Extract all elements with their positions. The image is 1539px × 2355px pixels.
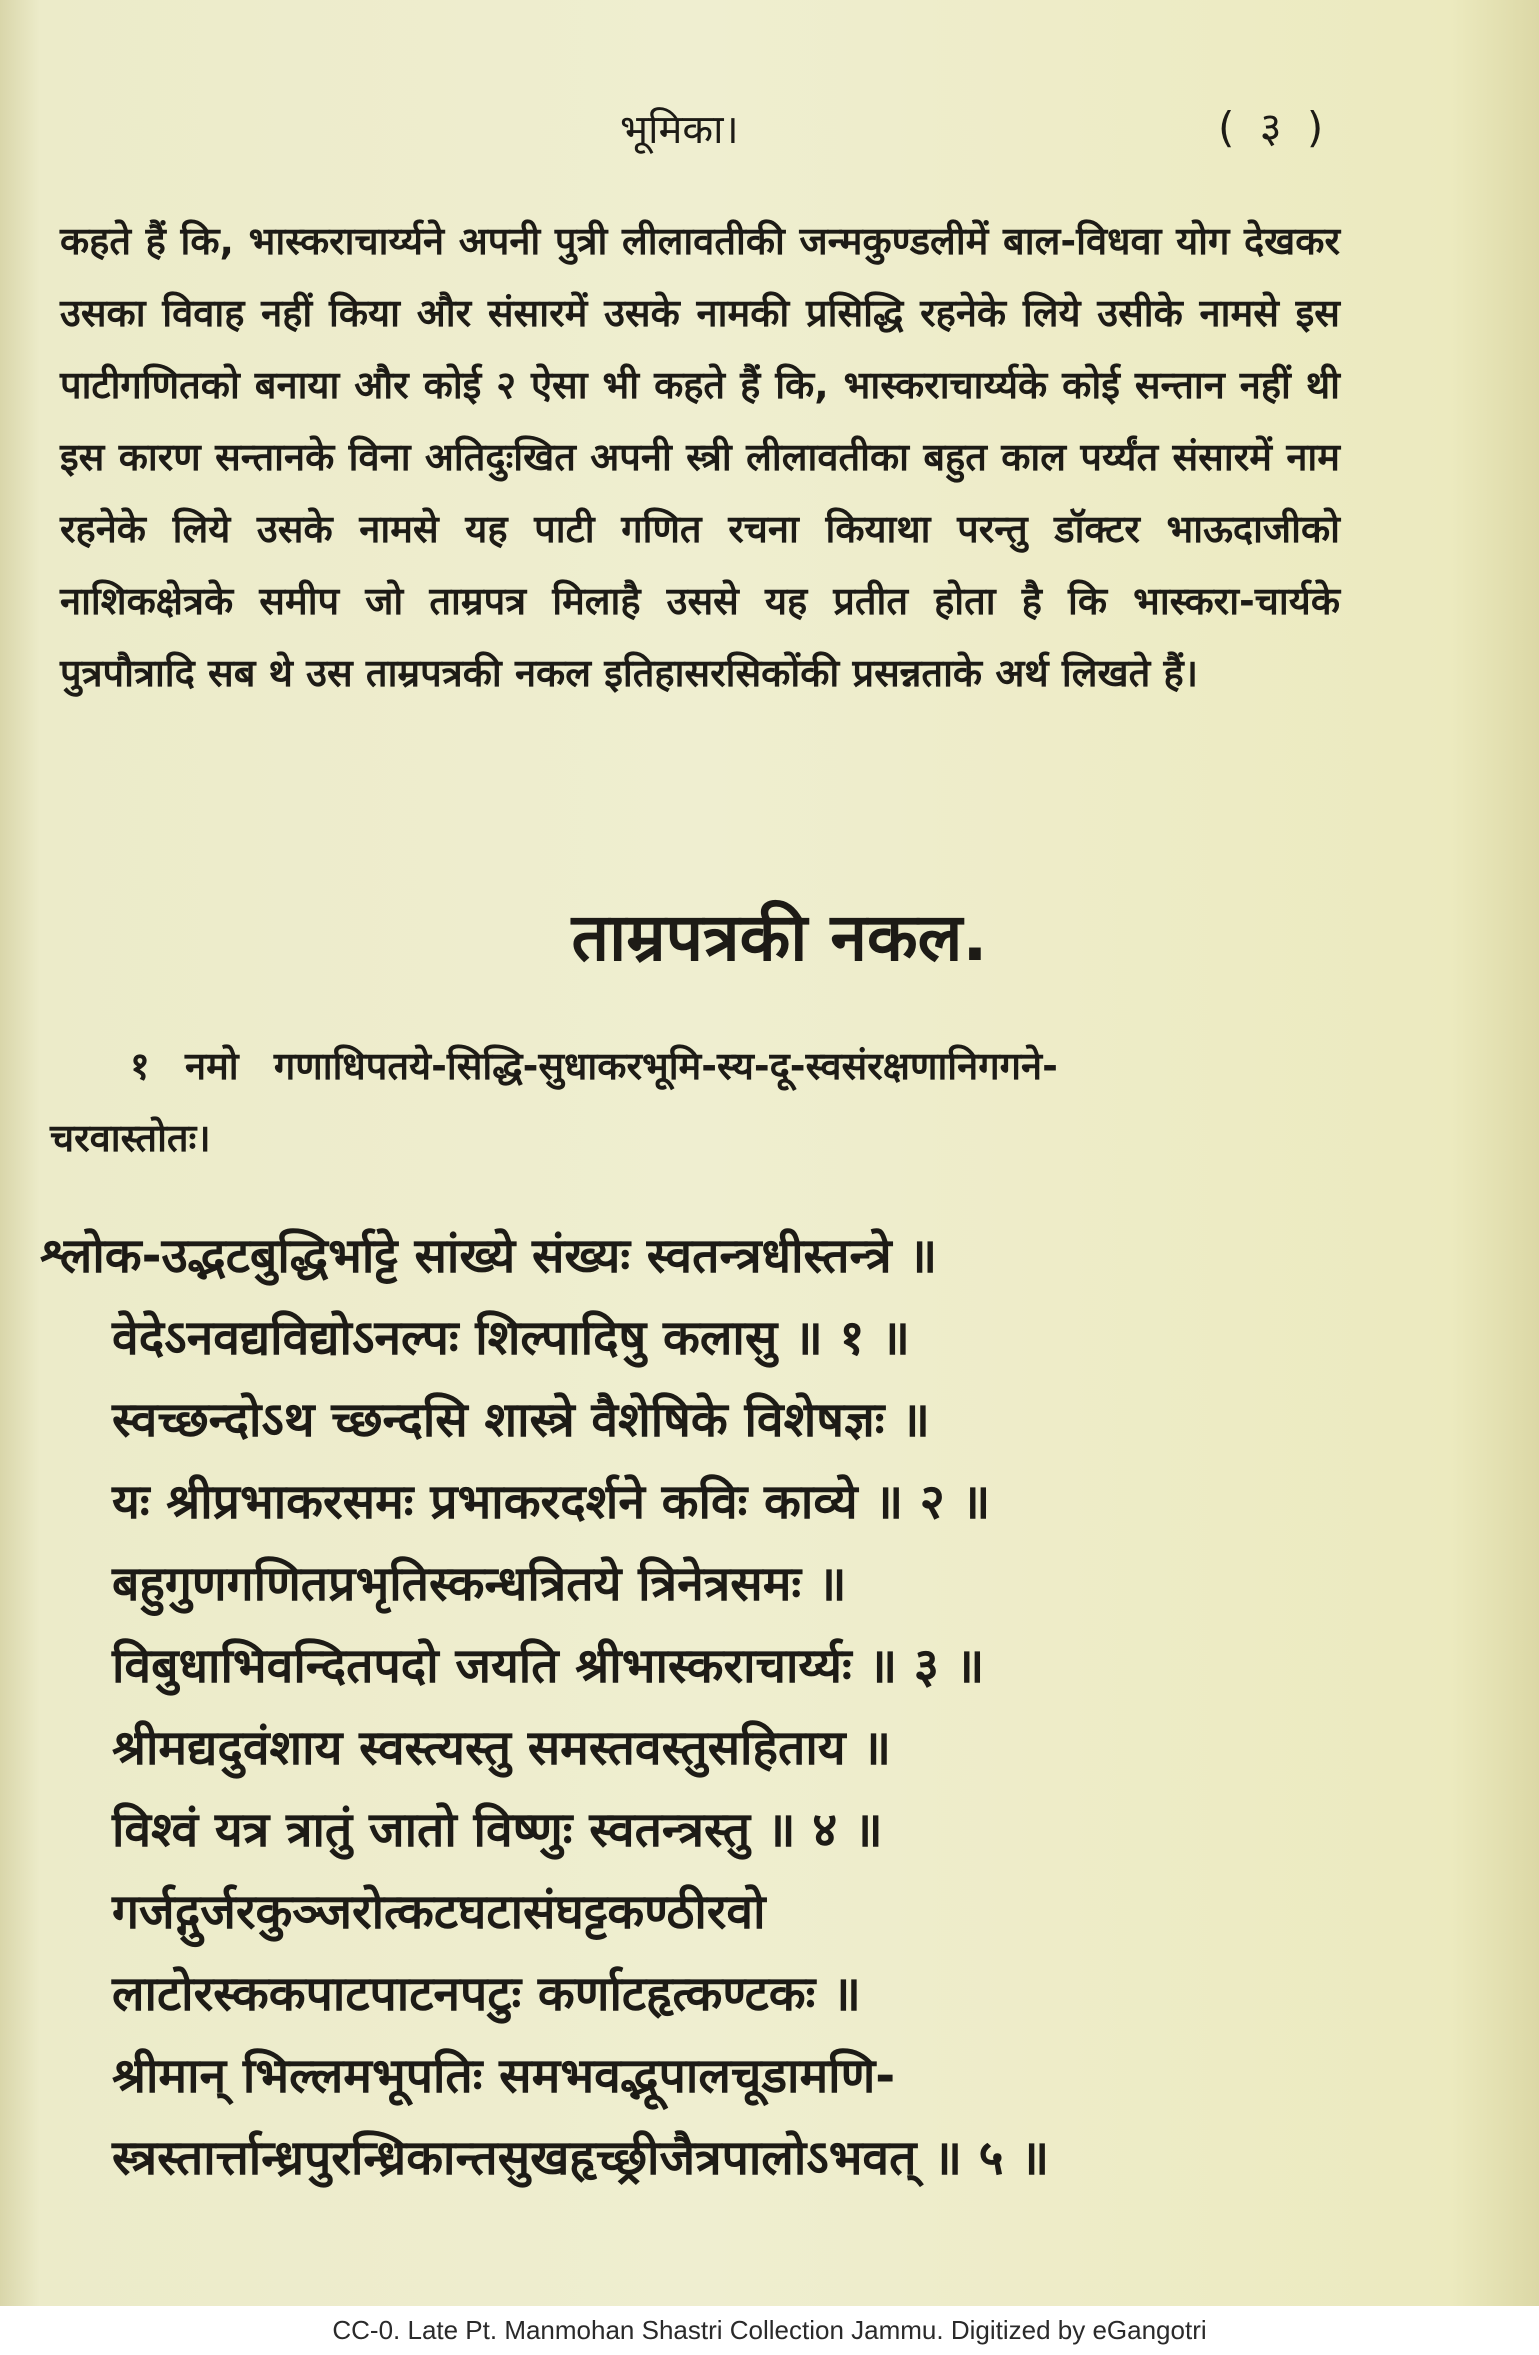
- inscription-line-1: १ नमो गणाधिपतये-सिद्धि-सुधाकरभूमि-स्य-दू-स्वसंरक्षणानिगगने-: [130, 1044, 1058, 1088]
- verse-line: विश्वं यत्र त्रातुं जातो विष्णुः स्वतन्त्रस्तु ॥ ४ ॥: [112, 1802, 883, 1858]
- verse-line: श्रीमान् भिल्लमभूपतिः समभवद्भूपालचूडामणि-: [112, 2048, 896, 2104]
- verse-line: श्लोक-उद्भटबुद्धिर्भाट्टे सांख्ये संख्यः स्वतन्त्रधीस्तन्त्रे ॥: [40, 1228, 938, 1284]
- intro-paragraph: कहते हैं कि, भास्कराचार्य्यने अपनी पुत्री लीलावतीकी जन्मकुण्डलीमें बाल-विधवा योग देखकर उसका विवाह नहीं किया और संसारमें उसके नामकी प्रसिद्धि रहनेके लिये उसीके नामसे इस पाटीगणितको बनाया और कोई २ ऐसा भी कहते हैं कि, भास्कराचार्य्यके कोई सन्तान नहीं थी इस कारण सन्तानके विना अतिदुःखित अपनी स्त्री लीलावतीका बहुत काल पर्य्यंत संसारमें नाम रहनेके लिये उसके नामसे यह पाटी गणित रचना कियाथा परन्तु डॉक्टर भाऊदाजीको नाशिकक्षेत्रके समीप जो ताम्रपत्र मिलाहै उससे यह प्रतीत होता है कि भास्करा-चार्यके पुत्रपौत्रादि सब थे उस ताम्रपत्रकी नकल इतिहासरसिकोंकी प्रसन्नताके अर्थ लिखते हैं।: [60, 219, 1340, 695]
- verse-line: यः श्रीप्रभाकरसमः प्रभाकरदर्शने कविः काव्ये ॥ २ ॥: [112, 1474, 991, 1530]
- inscription-line-2: चरवास्तोतः।: [50, 1116, 211, 1160]
- section-heading: ताम्रपत्रकी नकल.: [571, 899, 988, 976]
- inscription-text: [50, 1030, 1340, 1174]
- verse-line: बहुगुणगणितप्रभृतिस्कन्धत्रितये त्रिनेत्रसमः ॥: [112, 1556, 847, 1612]
- verse-line: श्रीमद्यदुवंशाय स्वस्त्यस्तु समस्तवस्तुसहिताय ॥: [112, 1720, 892, 1776]
- verse-line: गर्जद्गुर्जरकुञ्जरोत्कटघटासंघट्टकण्ठीरवो: [112, 1884, 766, 1940]
- verse-line: वेदेऽनवद्यविद्योऽनल्पः शिल्पादिषु कलासु ॥ १ ॥: [112, 1310, 910, 1366]
- page-header-title: भूमिका।: [620, 107, 739, 153]
- verse-line: लाटोरस्ककपाटपाटनपटुः कर्णाटहृत्कण्टकः ॥: [112, 1966, 861, 2022]
- page-number: ( ३ ): [1218, 103, 1330, 152]
- verse-line: स्त्रस्तार्त्तान्ध्रपुरन्ध्रिकान्तसुखहृच्छ्रीजैत्रपालोऽभवत् ॥ ५ ॥: [112, 2130, 1050, 2186]
- verse-block: [40, 1215, 1340, 2199]
- verse-line: स्वच्छन्दोऽथ च्छन्दसि शास्त्रे वैशेषिके विशेषज्ञः ॥: [112, 1392, 930, 1448]
- digitization-footer: CC-0. Late Pt. Manmohan Shastri Collection Jammu. Digitized by eGangotri: [0, 2306, 1539, 2355]
- verse-line: विबुधाभिवन्दितपदो जयति श्रीभास्कराचार्य्यः ॥ ३ ॥: [112, 1638, 985, 1694]
